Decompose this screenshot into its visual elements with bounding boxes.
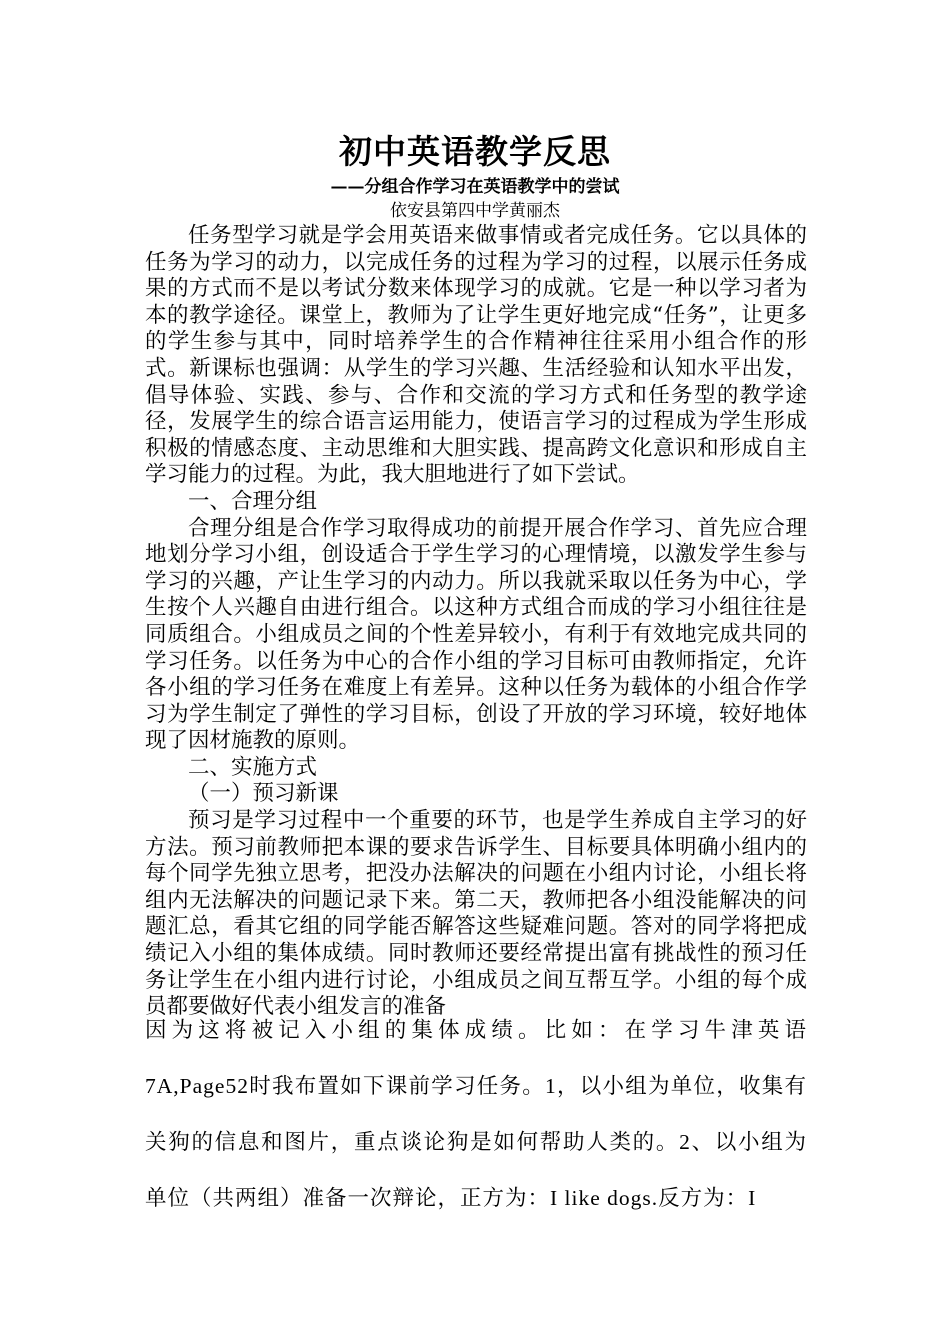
document-body	[145, 223, 807, 1021]
section-heading-implementation: 二、实施方式	[188, 754, 318, 780]
paragraph-grouping: 合理分组是合作学习取得成功的前提开展合作学习、首先应合理地划分学习小组，创设适合于学生学习的心理情境，以激发学生参与学习的兴趣，产让生学习的内动力。所以我就采取以任务为中心，学生按个人兴趣自由进行组合。以这种方式组合而成的学习小组往往是同质组合。小组成员之间的个性差异较小，有利于有效地完成共同的学习任务。以任务为中心的合作小组的学习目标可由教师指定，允许各小组的学习任务在难度上有差异。这种以任务为载体的小组合作学习为学生制定了弹性的学习目标，创设了开放的学习环境，较好地体现了因材施教的原则。	[145, 515, 807, 754]
subsection-heading-preview: （一）预习新课	[188, 781, 339, 807]
page-subtitle: ——分组合作学习在英语教学中的尝试	[330, 177, 620, 197]
paragraph-preview: 预习是学习过程中一个重要的环节，也是学生养成自主学习的好方法。预习前教师把本课的要求告诉学生、目标要具体明确小组内的每个同学先独立思考，把没办法解决的问题在小组内讨论，小组长将组内无法解决的问题记录下来。第二天，教师把各小组没能解决的问题汇总，看其它组的同学能否解答这些疑难问题。答对的同学将把成绩记入小组的集体成绩。同时教师还要经常提出富有挑战性的预习任务让学生在小组内进行讨论，小组成员之间互帮互学。小组的每个成员都要做好代表小组发言的准备	[145, 808, 807, 1020]
page-title: 初中英语教学反思	[339, 132, 611, 171]
paragraph-intro: 任务型学习就是学会用英语来做事情或者完成任务。它以具体的任务为学习的动力，以完成任务的过程为学习的过程，以展示任务成果的方式而不是以考试分数来体现学习的成就。它是一种以学习者为本的教学途径。课堂上，教师为了让学生更好地完成“任务”，让更多的学生参与其中，同时培养学生的合作精神往往采用小组合作的形式。新课标也强调：从学生的学习兴趣、生活经验和认知水平出发，倡导体验、实践、参与、合作和交流的学习方式和任务型的教学途径，发展学生的综合语言运用能力，使语言学习的过程成为学生形成积极的情感态度、主动思维和大胆实践、提高跨文化意识和形成自主学习能力的过程。为此，我大胆地进行了如下尝试。	[145, 223, 807, 488]
paragraph-continuation: 因为这将被记入小组的集体成绩。比如：在学习牛津英语7A,Page52时我布置如下课前学习任务。1，以小组为单位，收集有关狗的信息和图片，重点谈论狗是如何帮助人类的。2、以小组为单位（共两组）准备一次辩论，正方为：I like dogs.反方为：I	[145, 1018, 807, 1210]
author-line: 依安县第四中学黄丽杰	[390, 201, 560, 221]
section-heading-grouping: 一、合理分组	[188, 488, 318, 514]
